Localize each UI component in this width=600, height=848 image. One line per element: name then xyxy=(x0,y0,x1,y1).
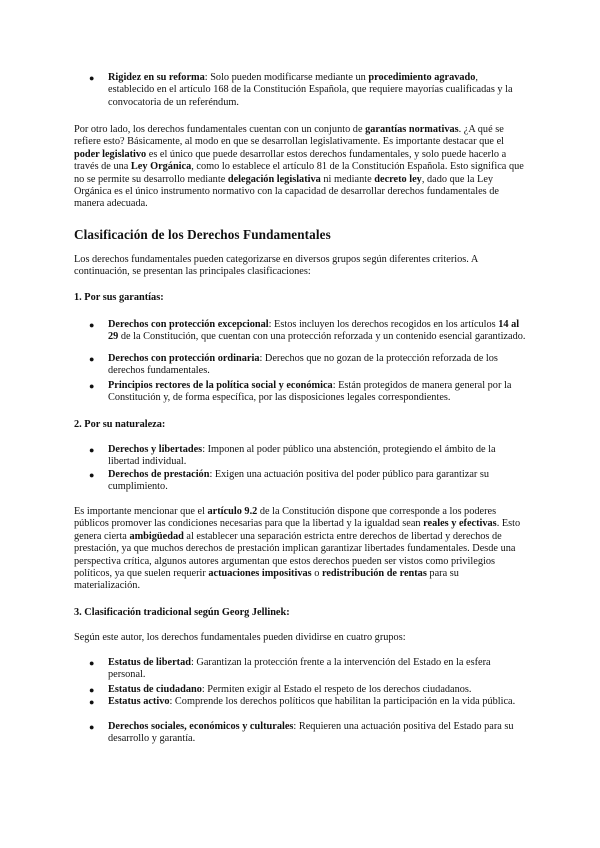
list-item-term: Rigidez en su reforma xyxy=(108,72,205,83)
paragraph-intro: Los derechos fundamentales pueden categorizarse en diversos grupos según diferentes criterios. A continuación, se presentan las principales clasificaciones: xyxy=(74,254,478,278)
bullet-dot: ● xyxy=(89,722,95,732)
bullet-dot: ● xyxy=(89,73,95,83)
list-item: Derechos con protección excepcional: Estos incluyen los derechos recogidos en los artículos 14 al 29 de la Constitución, que cuentan con una protección reforzada y un contenido esencial garantizado. xyxy=(108,319,526,343)
section-heading: Clasificación de los Derechos Fundamentales xyxy=(74,227,331,242)
list-item: Estatus de ciudadano: Permiten exigir al Estado el respeto de los derechos ciudadanos. xyxy=(108,684,472,695)
bullet-dot: ● xyxy=(89,470,95,480)
list-item: Estatus de libertad: Garantizan la protección frente a la intervención del Estado en la esfera personal. xyxy=(108,657,491,681)
subsection-title-naturaleza: 2. Por su naturaleza: xyxy=(74,419,166,430)
list-item: Principios rectores de la política social y económica: Están protegidos de manera general por la Constitución y, de forma específica, por las disposiciones legales correspondientes. xyxy=(108,380,512,404)
bullet-dot: ● xyxy=(89,697,95,707)
paragraph-jellinek-intro: Según este autor, los derechos fundamentales pueden dividirse en cuatro grupos: xyxy=(74,632,406,643)
bullet-dot: ● xyxy=(89,658,95,668)
subsection-title-jellinek: 3. Clasificación tradicional según Georg Jellinek: xyxy=(74,607,290,618)
bullet-dot: ● xyxy=(89,381,95,391)
list-item: Derechos con protección ordinaria: Derechos que no gozan de la protección reforzada de los derechos fundamentales. xyxy=(108,353,498,377)
bullet-dot: ● xyxy=(89,320,95,330)
paragraph-articulo-9-2: Es importante mencionar que el artículo 9.2 de la Constitución dispone que corresponde a los poderes públicos promover las condiciones necesarias para que la libertad y la igualdad sean reales y efectivas. Esto genera cierta ambigüedad al establecer una separación estricta entre derechos de libertad y derechos de prestación, ya que muchos derechos de prestación implican garantizar libertades fundamentales. Desde una perspectiva crítica, algunos autores argumentan que estos derechos pueden ser vistos como privilegios políticos, ya que suelen requerir actuaciones impositivas o redistribución de rentas para su materialización. xyxy=(74,506,521,592)
paragraph-garantias-normativas: Por otro lado, los derechos fundamentales cuentan con un conjunto de garantías normativas. ¿A qué se refiere esto? Básicamente, al modo en que se desarrollan legislativamente. Es importante destacar que el poder legislativo es el único que puede desarrollar estos derechos fundamentales, y solo puede hacerlo a través de una Ley Orgánica, como lo establece el artículo 81 de la Constitución Española. Esto significa que no se permite su desarrollo mediante delegación legislativa ni mediante decreto ley, dado que la Ley Orgánica es el único instrumento normativo con la capacidad de desarrollar derechos fundamentales de manera adecuada. xyxy=(74,124,524,210)
list-item: Estatus activo: Comprende los derechos políticos que habilitan la participación en la vida pública. xyxy=(108,696,516,707)
bullet-dot: ● xyxy=(89,445,95,455)
list-item: Derechos de prestación: Exigen una actuación positiva del poder público para garantizar su cumplimiento. xyxy=(108,469,490,493)
list-item: Derechos sociales, económicos y culturales: Requieren una actuación positiva del Estado para su desarrollo y garantía. xyxy=(108,721,514,745)
list-item: Derechos y libertades: Imponen al poder público una abstención, protegiendo el ámbito de la libertad individual. xyxy=(108,444,496,468)
list-item: Rigidez en su reforma: Solo pueden modificarse mediante un procedimiento agravado, establecido en el artículo 168 de la Constitución Española, que requiere mayorías cualificadas y la convocatoria de un referéndum. xyxy=(108,72,513,108)
bullet-dot: ● xyxy=(89,354,95,364)
bullet-dot: ● xyxy=(89,685,95,695)
subsection-title-garantias: 1. Por sus garantías: xyxy=(74,292,164,303)
